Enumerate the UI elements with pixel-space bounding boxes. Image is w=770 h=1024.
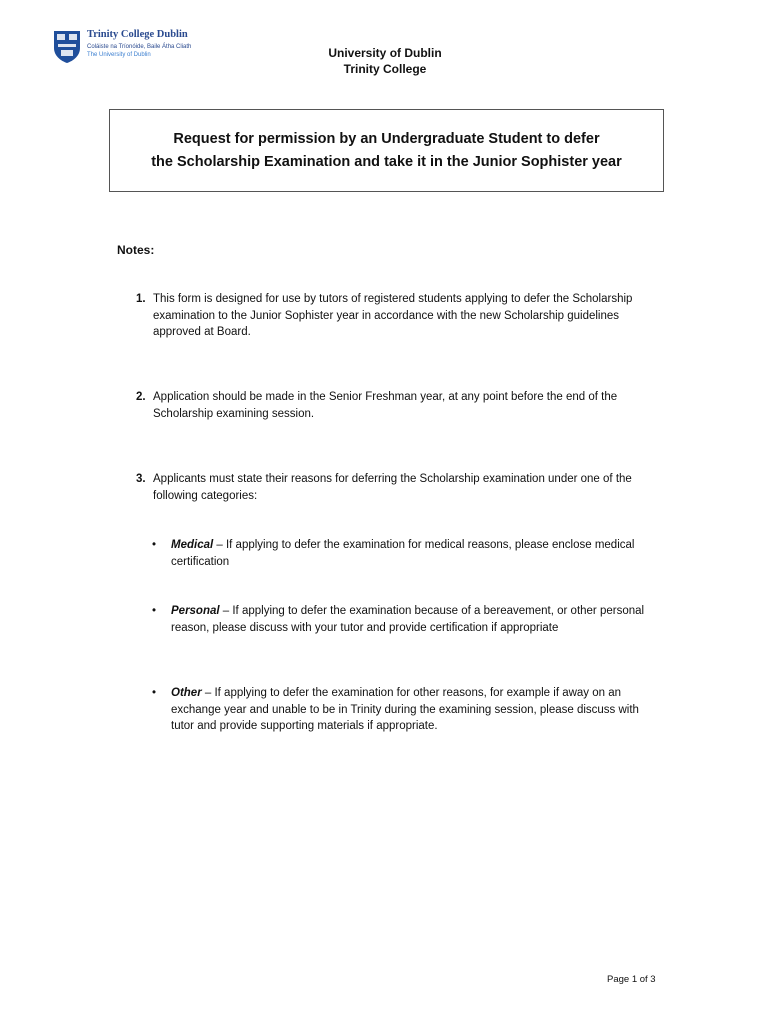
item-text: This form is designed for use by tutors of registered students applying to defer the Scholarship examination to the Junior Sophister year in accordance with the new Scholarship guidelines approved at Board. xyxy=(153,293,633,338)
item-number: 1. xyxy=(136,293,146,305)
category-item xyxy=(152,603,662,636)
list-item xyxy=(136,389,656,422)
category-label: Other xyxy=(171,687,202,699)
notes-heading: Notes: xyxy=(117,243,155,257)
bullet-icon: • xyxy=(152,605,157,617)
item-text: Application should be made in the Senior Freshman year, at any point before the end of the Scholarship examining session. xyxy=(153,391,618,420)
bullet-icon: • xyxy=(152,687,157,699)
category-text: – If applying to defer the examination for medical reasons, please enclose medical certification xyxy=(171,539,635,568)
page-number: Page 1 of 3 xyxy=(607,974,656,985)
title-box xyxy=(109,109,664,192)
category-text: – If applying to defer the examination for other reasons, for example if away on an exchange year and unable to be in Trinity during the examining session, please discuss with tutor and provide supporting materials if appropriate. xyxy=(171,687,639,732)
title-line-1: Request for permission by an Undergraduate Student to defer xyxy=(173,130,600,147)
category-text: – If applying to defer the examination because of a bereavement, or other personal reason, please discuss with your tutor and provide certification if appropriate xyxy=(171,605,645,634)
item-number: 2. xyxy=(136,391,146,403)
category-label: Personal xyxy=(171,605,220,617)
item-text: Applicants must state their reasons for deferring the Scholarship examination under one of the following categories: xyxy=(153,473,632,502)
logo-tagline: The University of Dublin xyxy=(87,51,151,58)
logo-name: Trinity College Dublin xyxy=(87,29,188,40)
list-item xyxy=(136,291,656,341)
university-line-1: University of Dublin xyxy=(328,46,442,60)
title-line-2: the Scholarship Examination and take it in the Junior Sophister year xyxy=(151,153,622,170)
category-item xyxy=(152,537,662,570)
category-label: Medical xyxy=(171,539,214,551)
university-line-2: Trinity College xyxy=(343,62,427,76)
logo-irish-name: Coláiste na Tríonóide, Baile Átha Cliath xyxy=(87,43,192,50)
item-number: 3. xyxy=(136,473,146,485)
bullet-icon: • xyxy=(152,539,157,551)
category-item xyxy=(152,685,662,735)
list-item xyxy=(136,471,656,504)
university-heading xyxy=(0,45,770,77)
